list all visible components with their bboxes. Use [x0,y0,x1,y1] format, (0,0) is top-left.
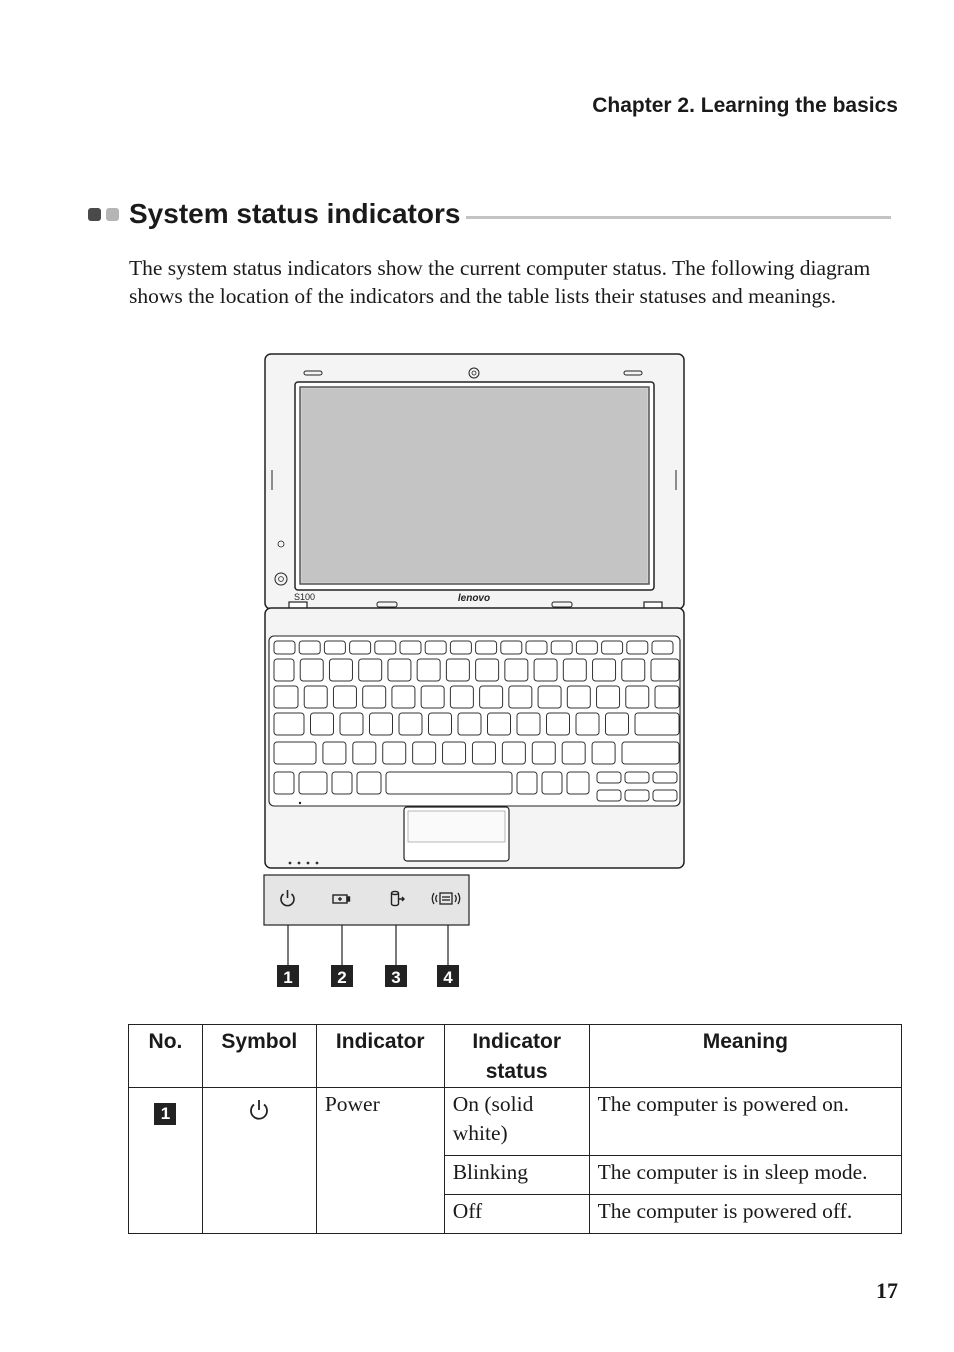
section-heading [88,198,891,238]
keyboard-key [534,659,557,681]
col-header-indicator: Indicator [316,1025,444,1088]
keyboard-key [274,659,294,681]
keyboard-key [652,641,673,654]
keyboard-key [443,742,466,764]
callout-3 [385,965,407,987]
keyboard-key [323,742,346,764]
row-symbol-cell [202,1088,316,1234]
keyboard-key [274,742,316,764]
keyboard-key [597,772,621,783]
keyboard-key [635,713,679,735]
keyboard-key [333,686,356,708]
keyboard-key [532,742,555,764]
keyboard-key [300,659,323,681]
keyboard-key [501,641,522,654]
keyboard-key [472,742,495,764]
keyboard-key [386,772,512,794]
keyboard-key [417,659,440,681]
keyboard-key [375,641,396,654]
keyboard-key [488,713,511,735]
keyboard-key [458,713,481,735]
keyboard-key [299,772,327,794]
row-number-badge: 1 [154,1103,176,1125]
callout-4 [437,965,459,987]
keyboard-key [421,686,444,708]
keyboard-key [547,713,570,735]
status-cell: Off [444,1195,589,1234]
keyboard-key [425,641,446,654]
col-header-symbol: Symbol [202,1025,316,1088]
keyboard-key [388,659,411,681]
laptop-diagram [262,352,702,992]
keyboard-key [626,686,649,708]
keyboard-key [392,686,415,708]
keyboard-key [399,713,422,735]
keyboard-key [353,742,376,764]
page-number: 17 [876,1278,898,1303]
heading-bullet-dark [88,208,101,221]
keyboard-key [517,713,540,735]
meaning-cell: The computer is in sleep mode. [589,1156,901,1195]
keyboard-key [446,659,469,681]
callout-1 [277,965,299,987]
indicator-panel [264,875,469,965]
keyboard-key [653,772,677,783]
keyboard-key [597,686,620,708]
keyboard-key [383,742,406,764]
keyboard-key [625,790,649,801]
keyboard-key [274,713,304,735]
model-label: S100 [294,592,316,602]
table-header-row [129,1025,902,1088]
keyboard-key [606,713,629,735]
power-icon [248,1098,270,1122]
keyboard-key [567,772,589,794]
keyboard-key [357,772,381,794]
keyboard-key [329,659,352,681]
keyboard-key [370,713,393,735]
keyboard-key [563,659,586,681]
svg-text:4: 4 [443,968,453,987]
svg-text:1: 1 [283,968,293,987]
col-header-no: No. [129,1025,203,1088]
keyboard-key [651,659,679,681]
keyboard-key [592,742,615,764]
keyboard-key [597,790,621,801]
svg-text:3: 3 [391,968,401,987]
keyboard-key [655,686,679,708]
row-number-cell [129,1088,203,1234]
keyboard-key [359,659,382,681]
keyboard-key [340,713,363,735]
keyboard-key [429,713,452,735]
keyboard-key [602,641,623,654]
laptop-lid [265,354,684,609]
keyboard-key [476,659,499,681]
meaning-cell: The computer is powered on. [589,1088,901,1156]
keyboard-key [332,772,352,794]
keyboard-key [324,641,345,654]
table-row [129,1088,902,1156]
keyboard-key [350,641,371,654]
keyboard-key [274,686,298,708]
keyboard-key [304,686,327,708]
keyboard-key [450,641,471,654]
meaning-cell: The computer is powered off. [589,1195,901,1234]
col-header-status: Indicator status [444,1025,589,1088]
keyboard-key [526,641,547,654]
heading-bullet-light [106,208,119,221]
keyboard-key [274,772,294,794]
keyboard-key [593,659,616,681]
status-table [128,1024,902,1234]
brand-logo: lenovo [457,593,491,604]
keyboard-key [505,659,528,681]
keyboard-key [627,641,648,654]
chapter-header: Chapter 2. Learning the basics [592,94,898,117]
keyboard-key [542,772,562,794]
row-indicator-name: Power [316,1088,444,1234]
callout-2 [331,965,353,987]
keyboard-key [450,686,473,708]
keyboard-key [551,641,572,654]
keyboard-key [576,713,599,735]
section-title: System status indicators [129,198,466,230]
keyboard-key [622,742,679,764]
keyboard-key [476,641,497,654]
col-header-meaning: Meaning [589,1025,901,1088]
intro-paragraph: The system status indicators show the current computer status. The following diagram shows the location of the indicators and the table lists their statuses and meanings. [129,256,871,308]
keyboard-key [653,790,677,801]
keyboard-key [625,772,649,783]
keyboard-key [562,742,585,764]
keyboard-key [311,713,334,735]
keyboard-key [413,742,436,764]
status-cell: On (solid white) [444,1088,589,1156]
keyboard-key [299,641,320,654]
svg-text:2: 2 [337,968,347,987]
keyboard-key [274,641,295,654]
keyboard-key [502,742,525,764]
laptop-base [265,608,684,868]
keyboard-key [480,686,503,708]
keyboard-key [622,659,645,681]
keyboard-key [538,686,561,708]
keyboard-key [576,641,597,654]
status-cell: Blinking [444,1156,589,1195]
keyboard-key [509,686,532,708]
keyboard-key [517,772,537,794]
keyboard-key [567,686,590,708]
keyboard-key [363,686,386,708]
keyboard-key [400,641,421,654]
